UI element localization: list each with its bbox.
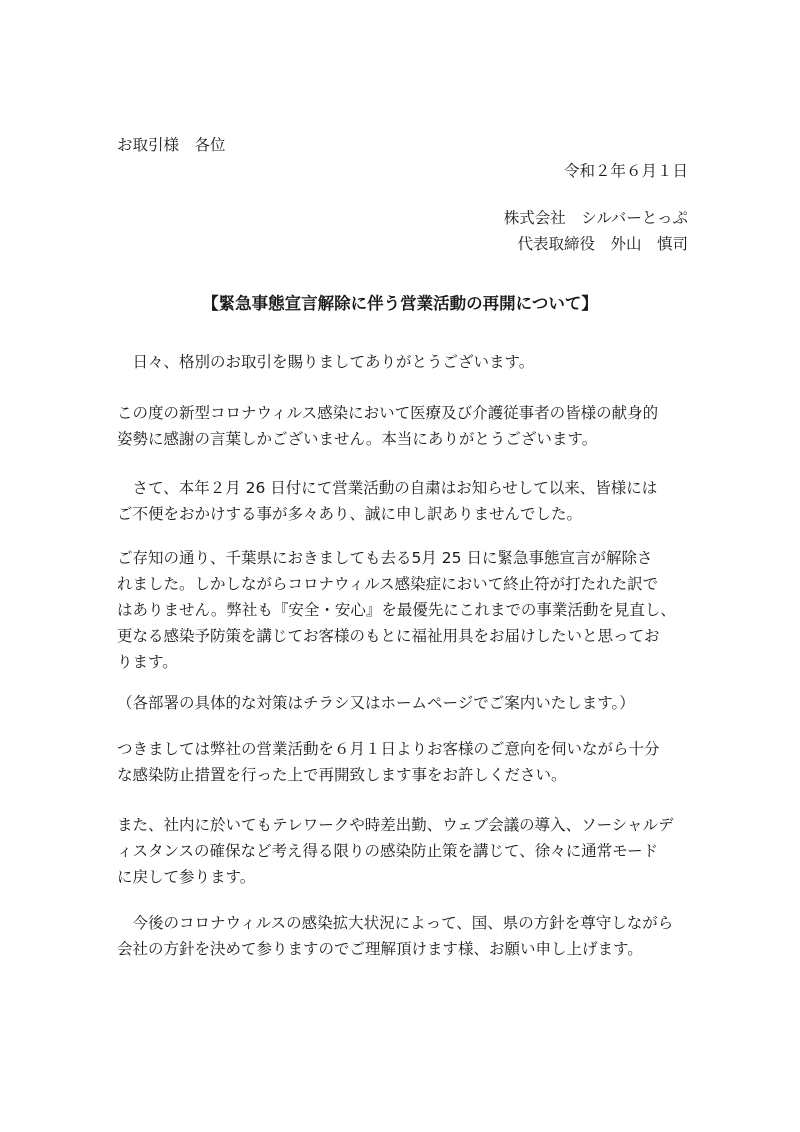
paragraph-line: つきましては弊社の営業活動を６月１日よりお客様のご意向を伺いながら十分: [117, 740, 660, 758]
paragraph-line: な感染防止措置を行った上で再開致します事をお許しください。: [117, 766, 567, 784]
paragraph-apology: [117, 475, 692, 527]
paragraph-line: この度の新型コロナウィルス感染において医療及び介護従事者の皆様の献身的: [117, 404, 659, 422]
paragraph-line: 更なる感染予防策を講じてお客様のもとに福祉用具をお届けしたいと思ってお: [117, 627, 660, 645]
paragraph-line: れました。しかしながらコロナウィルス感染症において終止符が打たれた訳で: [117, 575, 659, 593]
paragraph-line: はありません。弊社も『安全・安心』を最優先にこれまでの事業活動を見直し、: [117, 601, 676, 619]
paragraph-line: （各部署の具体的な対策はチラシ又はホームページでご案内いたします。）: [117, 694, 635, 712]
letter-title: 【緊急事態宣言解除に伴う営業活動の再開について】: [202, 294, 598, 313]
company-name: 株式会社 シルバーとっぷ: [503, 209, 688, 227]
paragraph-line: 今後のコロナウィルスの感染拡大状況によって、国、県の方針を尊守しながら: [117, 914, 674, 932]
paragraph-internal-measures: [117, 812, 692, 890]
paragraph-line: ご存知の通り、千葉県におきましても去る5月 25 日に緊急事態宣言が解除さ: [117, 549, 653, 567]
paragraph-gratitude: [117, 400, 692, 452]
paragraph-declaration-lifted: [117, 545, 692, 675]
paragraph-line: 会社の方針を決めて参りますのでご理解頂けます様、お願い申し上げます。: [117, 940, 643, 958]
paragraph-note: [117, 690, 692, 716]
paragraph-line: に戻して参ります。: [117, 868, 256, 886]
paragraph-line: ご不便をおかけする事が多々あり、誠に申し訳ありませんでした。: [117, 505, 583, 523]
paragraph-greeting: [117, 349, 692, 375]
addressee: お取引様 各位: [117, 136, 226, 154]
letter-date: 令和２年６月１日: [563, 162, 688, 180]
paragraph-closing: [117, 910, 692, 962]
paragraph-line: ィスタンスの確保など考え得る限りの感染防止策を講じて、徐々に通常モード: [117, 842, 659, 860]
paragraph-line: 姿勢に感謝の言葉しかございません。本当にありがとうございます。: [117, 430, 598, 448]
paragraph-resume: [117, 736, 692, 788]
representative-name: 代表取締役 外山 慎司: [517, 235, 688, 253]
paragraph-line: また、社内に於いてもテレワークや時差出勤、ウェブ会議の導入、ソーシャルデ: [117, 816, 674, 834]
paragraph-line: さて、本年２月 26 日付にて営業活動の自粛はお知らせして以来、皆様には: [117, 479, 658, 497]
paragraph-line: 日々、格別のお取引を賜りましてありがとうございます。: [117, 353, 535, 371]
paragraph-line: ります。: [117, 653, 178, 671]
